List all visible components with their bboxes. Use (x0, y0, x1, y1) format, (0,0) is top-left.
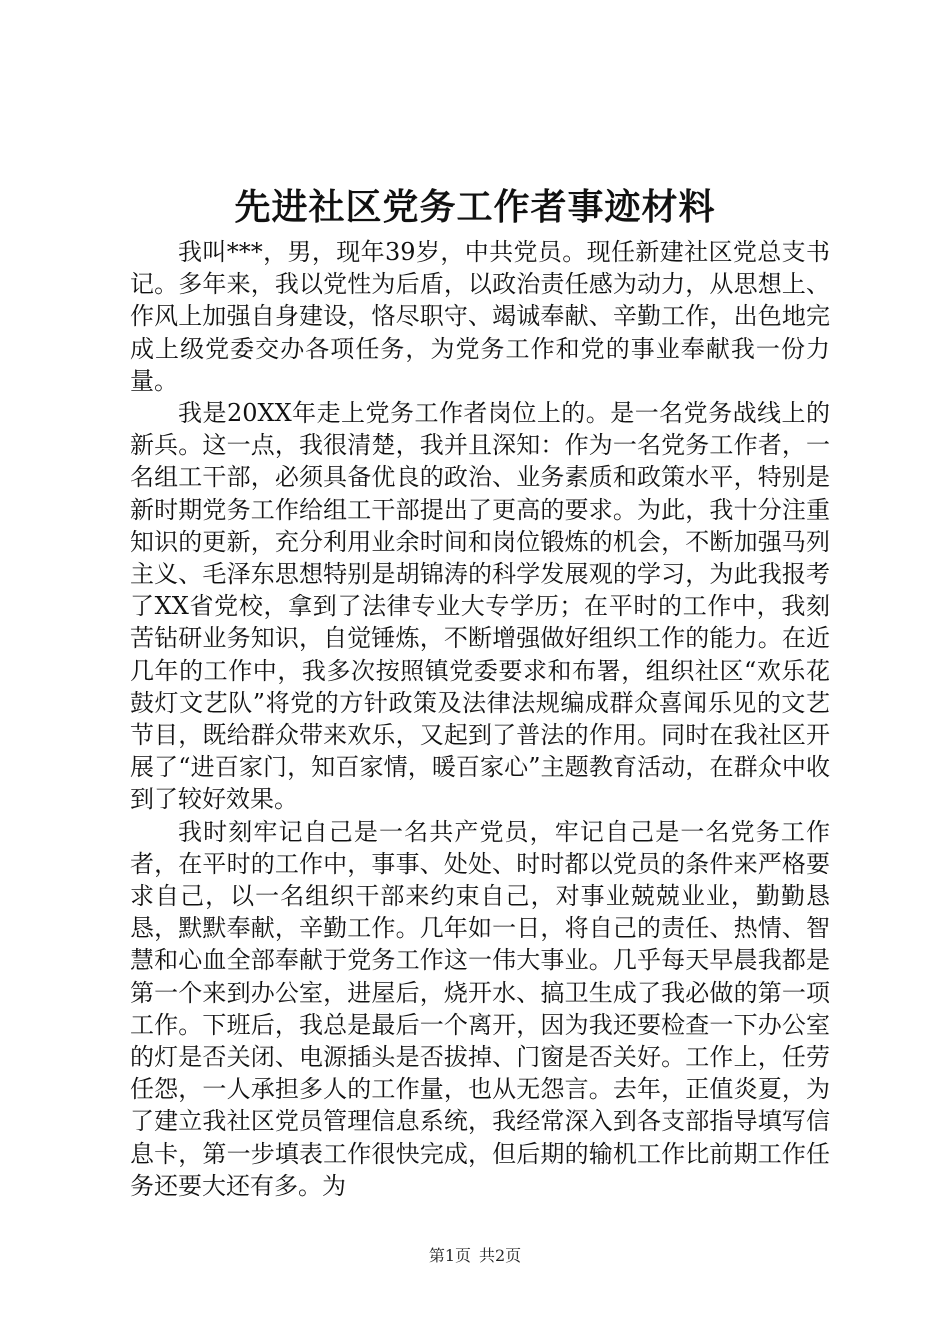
paragraph-2: 我是20XX年走上党务工作者岗位上的。是一名党务战线上的新兵。这一点，我很清楚，我并且深知：作为一名党务工作者，一名组工干部，必须具备优良的政治、业务素质和政策水平，特别是新时期党务工作给组工干部提出了更高的要求。为此，我十分注重知识的更新，充分利用业余时间和岗位锻炼的机会，不断加强马列主义、毛泽东思想特别是胡锦涛的科学发展观的学习，为此我报考了XX省党校，拿到了法律专业大专学历；在平时的工作中，我刻苦钻研业务知识，自觉锤炼，不断增强做好组织工作的能力。在近几年的工作中，我多次按照镇党委要求和布署，组织社区“欢乐花鼓灯文艺队”将党的方针政策及法律法规编成群众喜闻乐见的文艺节目，既给群众带来欢乐，又起到了普法的作用。同时在我社区开展了“进百家门，知百家情，暖百家心”主题教育活动，在群众中收到了较好效果。 (130, 399, 830, 814)
page-total: 共2页 (479, 1246, 522, 1265)
document-title: 先进社区党务工作者事迹材料 (234, 186, 716, 228)
paragraph-1: 我叫***，男，现年39岁，中共党员。现任新建社区党总支书记。多年来，我以党性为后盾，以政治责任感为动力，从思想上、作风上加强自身建设，恪尽职守、竭诚奉献、辛勤工作，出色地完成上级党委交办各项任务，为党务工作和党的事业奉献我一份力量。 (130, 238, 830, 395)
page-footer (0, 1244, 950, 1268)
paragraph-3: 我时刻牢记自己是一名共产党员，牢记自己是一名党务工作者，在平时的工作中，事事、处处、时时都以党员的条件来严格要求自己，以一名组织干部来约束自己，对事业兢兢业业，勤勤恳恳，默默奉献，辛勤工作。几年如一日，将自己的责任、热情、智慧和心血全部奉献于党务工作这一伟大事业。几乎每天早晨我都是第一个来到办公室，进屋后，烧开水、搞卫生成了我必做的第一项工作。下班后，我总是最后一个离开，因为我还要检查一下办公室的灯是否关闭、电源插头是否拔掉、门窗是否关好。工作上，任劳任怨，一人承担多人的工作量，也从无怨言。去年，正值炎夏，为了建立我社区党员管理信息系统，我经常深入到各支部指导填写信息卡，第一步填表工作很快完成，但后期的输机工作比前期工作任务还要大还有多。为 (130, 817, 830, 1200)
page-number: 第1页 (428, 1246, 471, 1265)
document-body (130, 236, 830, 1202)
